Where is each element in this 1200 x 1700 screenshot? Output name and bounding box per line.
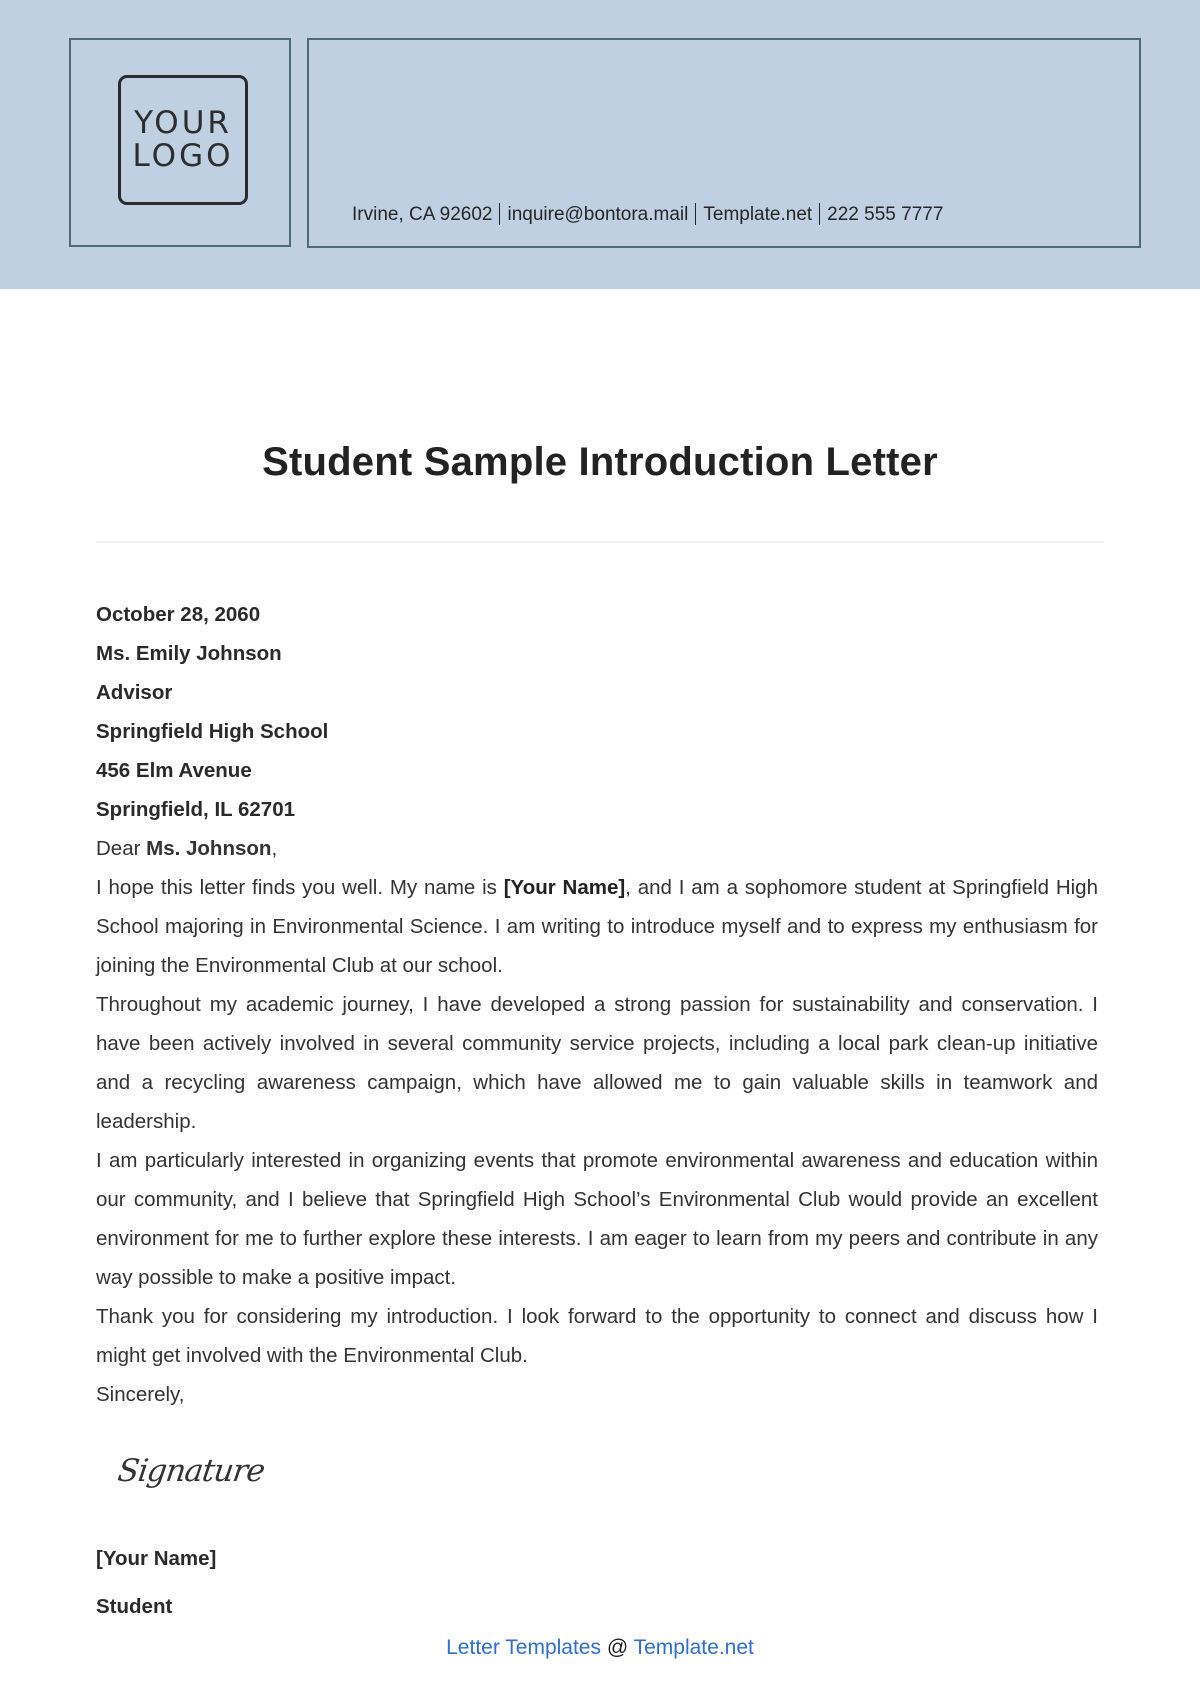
logo-text-line-1: YOUR bbox=[134, 105, 232, 141]
logo-frame bbox=[69, 38, 291, 247]
document-title: Student Sample Introduction Letter bbox=[262, 440, 938, 484]
recipient-city: Springfield, IL 62701 bbox=[96, 798, 295, 821]
salutation-prefix: Dear bbox=[96, 837, 147, 860]
contact-email[interactable]: inquire@bontora.mail bbox=[507, 204, 689, 225]
letterhead-band bbox=[0, 0, 1200, 289]
salutation-name: Ms. Johnson bbox=[146, 837, 272, 860]
contact-phone: 222 555 7777 bbox=[827, 204, 944, 225]
contact-website[interactable]: Template.net bbox=[703, 204, 813, 225]
paragraph-text: I hope this letter finds you well. My name is bbox=[96, 876, 504, 899]
letter-date: October 28, 2060 bbox=[96, 603, 261, 626]
paragraph-text: , and I am a sophomore student at Springfield High School majoring in Environmental Science. I am writing to introduce myself and to express my enthusiasm for joining the Environmental Club at our school. bbox=[96, 876, 1098, 977]
paragraph-thanks: Thank you for considering my introduction. I look forward to the opportunity to connect and discuss how I might get involved with the Environmental Club. bbox=[96, 1305, 1098, 1367]
logo-placeholder bbox=[118, 75, 248, 205]
recipient-title: Advisor bbox=[96, 681, 173, 704]
contact-info bbox=[352, 203, 943, 226]
salutation bbox=[96, 829, 1098, 868]
salutation-suffix: , bbox=[271, 837, 278, 860]
footer-link-template-net[interactable]: Template.net bbox=[633, 1636, 754, 1659]
paragraph-experience: Throughout my academic journey, I have developed a strong passion for sustainability and conservation. I have been actively involved in several community service projects, including a local park clean-up initiative and a recycling awareness campaign, which have allowed me to gain valuable skills in teamwork and leadership. bbox=[96, 993, 1098, 1133]
recipient-organization: Springfield High School bbox=[96, 720, 329, 743]
divider bbox=[499, 203, 500, 225]
paragraph-interests: I am particularly interested in organizing events that promote environmental awareness and education within our community, and I believe that Springfield High School’s Environmental Club would provide an excellent environment for me to further explore these interests. I am eager to learn from my peers and contribute in any way possible to make a positive impact. bbox=[96, 1149, 1098, 1289]
paragraph-intro bbox=[96, 868, 1098, 985]
divider bbox=[695, 203, 696, 225]
contact-address: Irvine, CA 92602 bbox=[352, 204, 493, 225]
contact-frame bbox=[307, 38, 1141, 248]
closing: Sincerely, bbox=[96, 1383, 185, 1406]
logo-text-line-2: LOGO bbox=[132, 138, 234, 174]
footer-separator: @ bbox=[601, 1636, 634, 1659]
sender-role: Student bbox=[96, 1595, 173, 1618]
recipient-street: 456 Elm Avenue bbox=[96, 759, 252, 782]
placeholder-your-name: [Your Name] bbox=[503, 876, 626, 899]
title-divider bbox=[96, 541, 1104, 543]
footer-link-letter-templates[interactable]: Letter Templates bbox=[446, 1636, 601, 1659]
letter-body bbox=[96, 595, 1098, 1414]
signature-image: Signature bbox=[115, 1453, 267, 1489]
divider bbox=[819, 203, 820, 225]
footer-credit bbox=[0, 1636, 1200, 1660]
recipient-name: Ms. Emily Johnson bbox=[96, 642, 282, 665]
sender-name: [Your Name] bbox=[96, 1547, 217, 1570]
